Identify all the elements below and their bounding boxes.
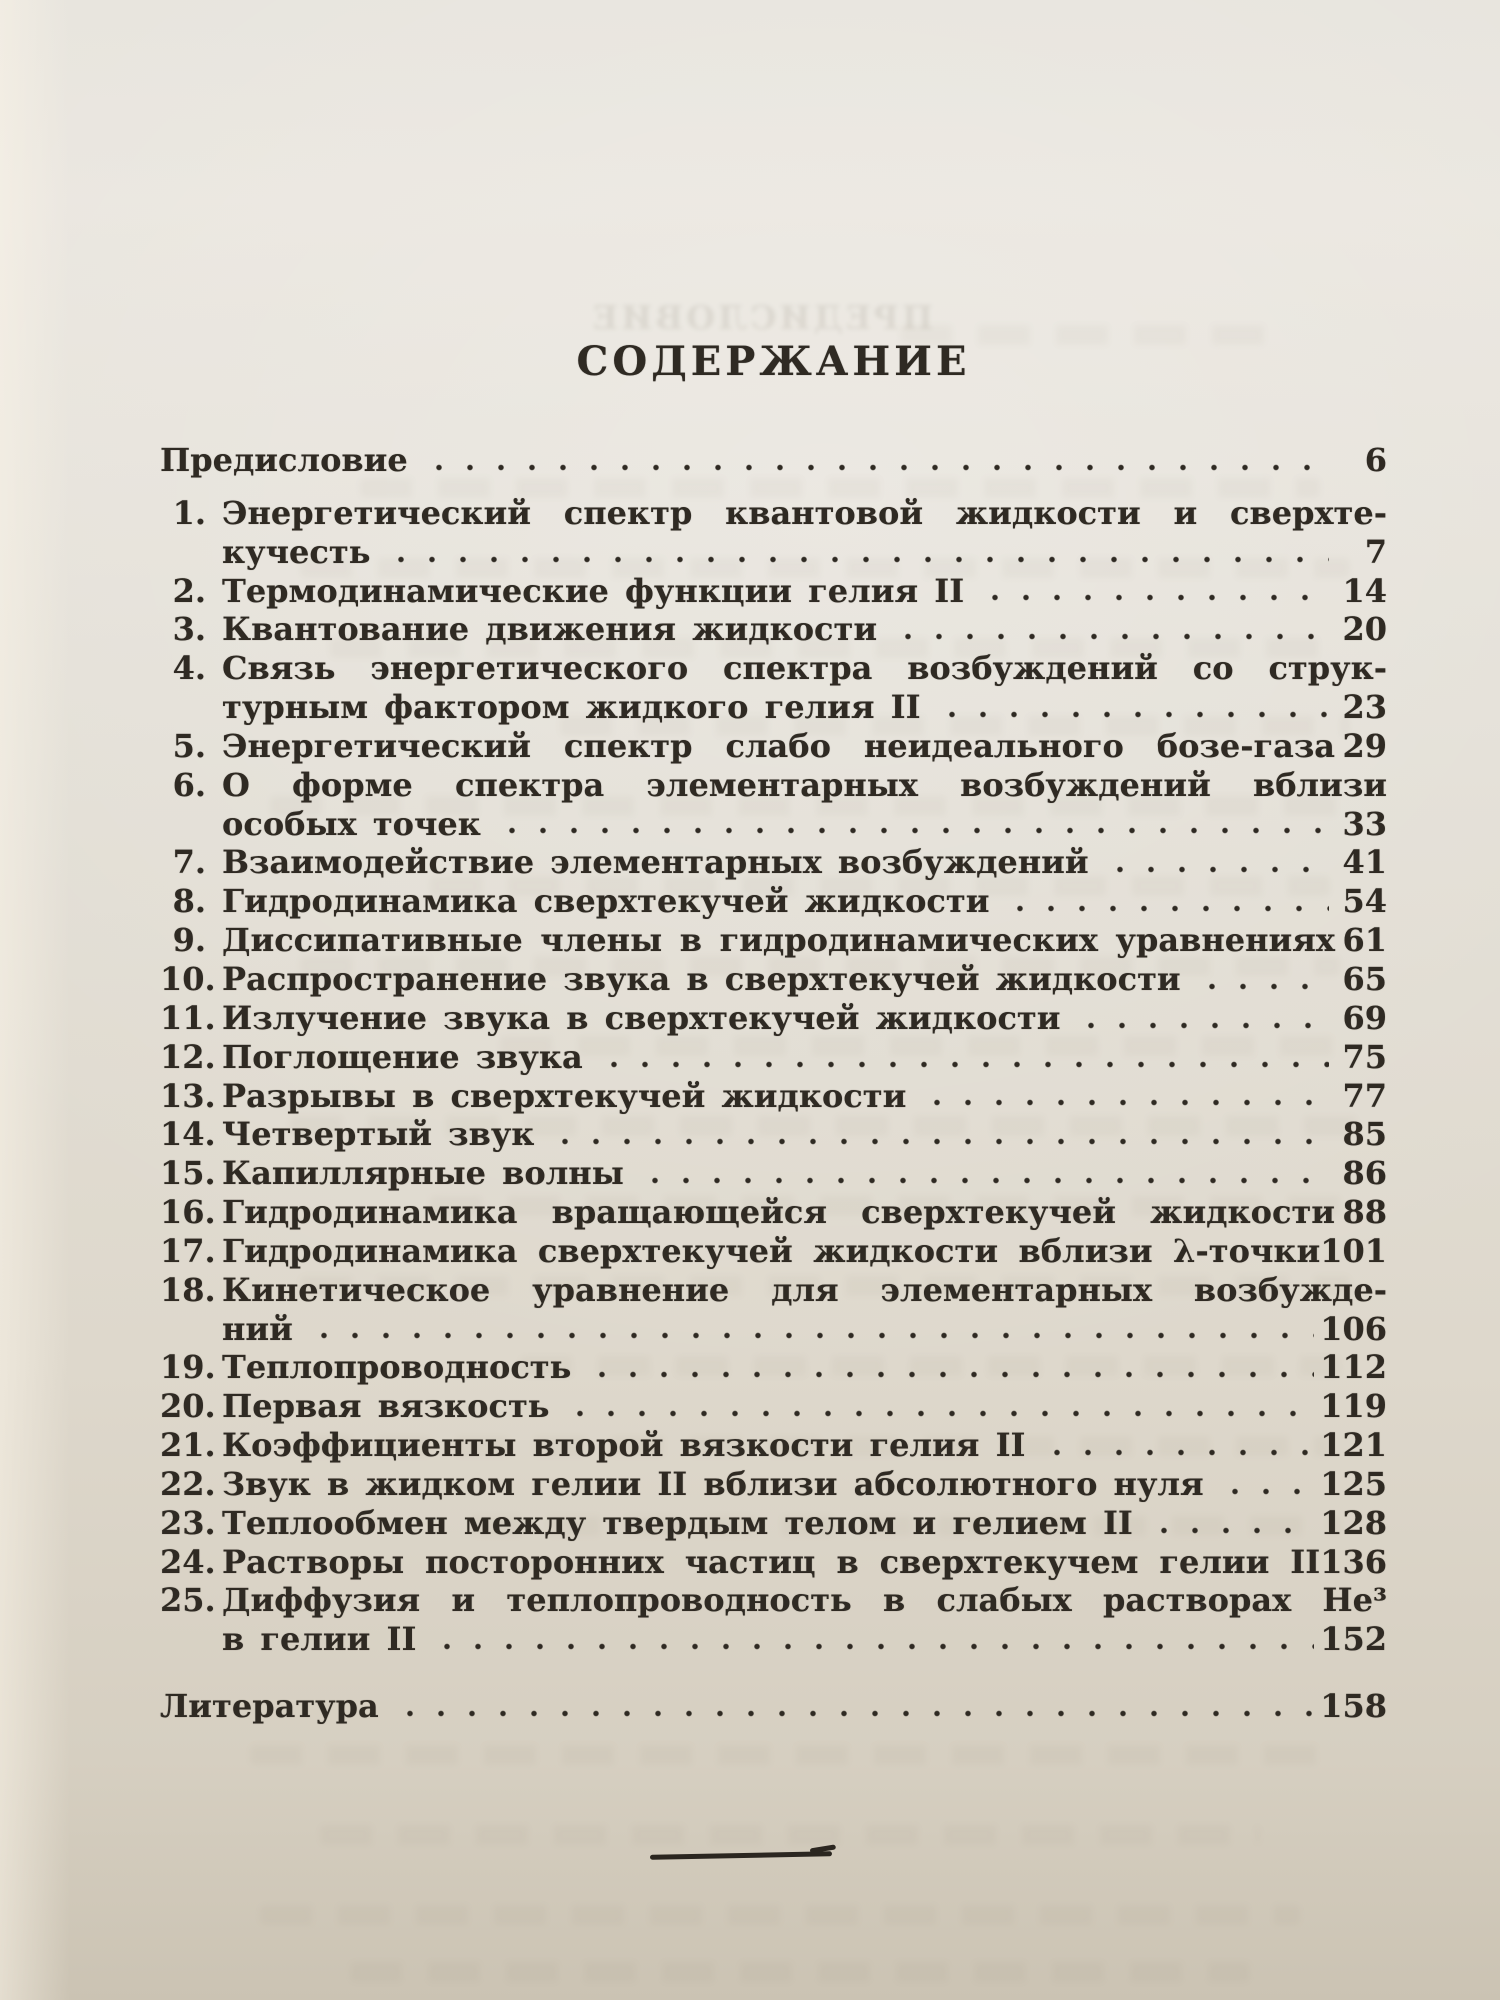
dot-leader xyxy=(1216,1465,1315,1504)
dot-leader xyxy=(636,1154,1329,1193)
dot-leader xyxy=(493,805,1329,844)
toc-row-page: 29 xyxy=(1342,726,1387,765)
toc-row-page: 61 xyxy=(1342,921,1387,960)
toc-row-page: 101 xyxy=(1320,1231,1387,1270)
toc-row-title: Гидродинамика сверхтекучей жидкости вблизи λ-точки xyxy=(222,1231,1321,1270)
dot-leader xyxy=(933,688,1329,727)
toc-row-title: кучесть xyxy=(222,532,371,571)
toc-row-title: Энергетический спектр слабо неидеального бозе-газа xyxy=(222,726,1335,765)
toc-row xyxy=(160,1581,1387,1620)
toc-row-title: Термодинамические функции гелия II xyxy=(222,571,965,610)
toc-row-title: Четвертый звук xyxy=(222,1115,535,1154)
bleedthrough-line xyxy=(320,1825,1260,1845)
toc-row-page: 54 xyxy=(1342,882,1387,921)
page-title: СОДЕРЖАНИЕ xyxy=(576,338,971,385)
toc-row-number: 8. xyxy=(172,882,206,921)
dot-leader xyxy=(1193,960,1329,999)
toc-row-number: 12. xyxy=(160,1037,216,1076)
dot-leader xyxy=(546,1115,1329,1154)
toc-row-title: Теплообмен между твердым телом и гелием II xyxy=(222,1503,1133,1542)
toc-row-title: Диссипативные члены в гидродинамических уравнениях xyxy=(222,921,1335,960)
dot-leader xyxy=(382,533,1329,572)
toc-row xyxy=(160,1426,1387,1465)
toc-row-page: 23 xyxy=(1342,688,1387,727)
toc-row-title: Взаимодействие элементарных возбуждений xyxy=(222,843,1089,882)
toc-row-page: 136 xyxy=(1320,1542,1387,1581)
toc-row-number: 9. xyxy=(172,921,206,960)
toc-list xyxy=(160,441,1387,1726)
dot-leader xyxy=(1001,882,1329,921)
toc-row-title: Капиллярные волны xyxy=(222,1154,624,1193)
toc-row-page: 6 xyxy=(1364,441,1387,479)
toc-row xyxy=(160,494,1387,533)
toc-row-title: Гидродинамика вращающейся сверхтекучей жидкости xyxy=(222,1193,1335,1232)
bleedthrough-line xyxy=(260,1905,1300,1925)
dot-leader xyxy=(1038,1426,1315,1465)
toc-row xyxy=(160,1620,1387,1659)
toc-row-title: Первая вязкость xyxy=(222,1387,550,1426)
toc-row-number: 1. xyxy=(172,493,206,532)
toc-row xyxy=(160,805,1387,844)
toc-row-page: 158 xyxy=(1320,1687,1387,1726)
toc-row-title: особых точек xyxy=(222,804,481,843)
toc-row-number: 24. xyxy=(160,1542,216,1581)
toc-row-number: 7. xyxy=(172,843,206,882)
toc-row-number: 22. xyxy=(160,1464,216,1503)
toc-row-page: 128 xyxy=(1320,1503,1387,1542)
toc-row-title: Теплопроводность xyxy=(222,1348,572,1387)
toc-row-title: Диффузия и теплопроводность в слабых растворах He³ xyxy=(222,1581,1387,1620)
toc-row xyxy=(160,1077,1387,1116)
toc-row xyxy=(160,766,1387,805)
toc-row-page: 41 xyxy=(1342,843,1387,882)
toc-row xyxy=(160,882,1387,921)
toc-row-page: 77 xyxy=(1342,1076,1387,1115)
toc-row-page: 125 xyxy=(1320,1464,1387,1503)
toc-row xyxy=(160,1465,1387,1504)
toc-row-page: 20 xyxy=(1342,610,1387,649)
toc-row-title: Поглощение звука xyxy=(222,1037,583,1076)
toc-row-title: Квантование движения жидкости xyxy=(222,610,878,649)
dot-leader xyxy=(305,1310,1314,1349)
toc-row-title: ний xyxy=(222,1309,293,1348)
dot-leader xyxy=(420,441,1329,480)
toc-row xyxy=(160,1348,1387,1387)
toc-row-title: Коэффициенты второй вязкости гелия II xyxy=(222,1426,1026,1465)
toc-row-title: Связь энергетического спектра возбуждений со струк- xyxy=(222,649,1387,688)
toc-row-number: 18. xyxy=(160,1270,216,1309)
toc-row-title: Энергетический спектр квантовой жидкости и сверхте- xyxy=(222,493,1387,532)
toc-row-title: Звук в жидком гелии II вблизи абсолютного нуля xyxy=(222,1464,1204,1503)
toc-row xyxy=(160,1543,1387,1582)
dot-leader xyxy=(976,572,1329,611)
dot-leader xyxy=(595,1038,1329,1077)
toc-row-page: 65 xyxy=(1342,959,1387,998)
toc-row xyxy=(160,1504,1387,1543)
toc-row-title: О форме спектра элементарных возбуждений вблизи xyxy=(222,765,1387,804)
toc-row xyxy=(160,441,1387,480)
toc-row xyxy=(160,727,1387,766)
dot-leader xyxy=(1072,999,1329,1038)
toc-row-title: Гидродинамика сверхтекучей жидкости xyxy=(222,882,990,921)
toc-row-page: 121 xyxy=(1320,1426,1387,1465)
dot-leader xyxy=(1101,843,1329,882)
bleedthrough-text: ПРЕДИСЛОВИЕ xyxy=(590,298,934,337)
toc-row xyxy=(160,1154,1387,1193)
toc-row-number: 20. xyxy=(160,1387,216,1426)
toc-row-page: 69 xyxy=(1342,998,1387,1037)
toc-row-page: 75 xyxy=(1342,1037,1387,1076)
toc-row-number: 21. xyxy=(160,1426,216,1465)
toc-row-number: 23. xyxy=(160,1503,216,1542)
toc-row-number: 2. xyxy=(172,571,206,610)
toc-row-number: 15. xyxy=(160,1154,216,1193)
toc-row xyxy=(160,572,1387,611)
toc-row-page: 33 xyxy=(1342,804,1387,843)
toc-row xyxy=(160,1193,1387,1232)
toc-row-page: 106 xyxy=(1320,1309,1387,1348)
toc-row-page: 152 xyxy=(1320,1620,1387,1659)
dot-leader xyxy=(889,610,1329,649)
toc-row xyxy=(160,688,1387,727)
toc-row xyxy=(160,533,1387,572)
toc-row xyxy=(160,649,1387,688)
toc-row xyxy=(160,921,1387,960)
toc-row-page: 85 xyxy=(1342,1115,1387,1154)
toc-row xyxy=(160,1310,1387,1349)
toc-row-number: 5. xyxy=(172,726,206,765)
toc-row xyxy=(160,1232,1387,1271)
toc-row-title: в гелии II xyxy=(222,1620,417,1659)
toc-row xyxy=(160,1115,1387,1154)
toc-row xyxy=(160,960,1387,999)
dot-leader xyxy=(918,1077,1329,1116)
dot-leader xyxy=(583,1348,1314,1387)
toc-row xyxy=(160,999,1387,1038)
toc-row-page: 14 xyxy=(1342,571,1387,610)
dot-leader xyxy=(561,1387,1314,1426)
toc-row-title: Предисловие xyxy=(160,441,408,479)
toc-row-number: 14. xyxy=(160,1115,216,1154)
toc-row xyxy=(160,1271,1387,1310)
toc-row-number: 25. xyxy=(160,1581,216,1620)
toc-row-number: 16. xyxy=(160,1193,216,1232)
dot-leader xyxy=(428,1620,1314,1659)
bleedthrough-line xyxy=(350,1962,1250,1982)
toc-row-number: 11. xyxy=(160,998,216,1037)
toc-row-number: 6. xyxy=(172,765,206,804)
toc-row-number: 4. xyxy=(172,649,206,688)
toc-row-title: Разрывы в сверхтекучей жидкости xyxy=(222,1076,907,1115)
toc-row-title: Литература xyxy=(160,1687,379,1726)
toc-row-title: Растворы посторонних частиц в сверхтекучем гелии II xyxy=(222,1542,1321,1581)
toc-row-page: 86 xyxy=(1342,1154,1387,1193)
toc-row-number: 13. xyxy=(160,1076,216,1115)
toc-row-title: турным фактором жидкого гелия II xyxy=(222,688,921,727)
toc-row-page: 119 xyxy=(1320,1387,1387,1426)
dot-leader xyxy=(391,1687,1314,1726)
toc-row-number: 19. xyxy=(160,1348,216,1387)
toc-row xyxy=(160,1038,1387,1077)
toc-row-page: 88 xyxy=(1342,1193,1387,1232)
bleedthrough-line xyxy=(250,1745,1340,1765)
toc-row-page: 7 xyxy=(1364,532,1387,571)
dot-leader xyxy=(1145,1504,1314,1543)
toc-row-title: Распространение звука в сверхтекучей жидкости xyxy=(222,959,1181,998)
toc-row-number: 17. xyxy=(160,1231,216,1270)
toc-row-title: Излучение звука в сверхтекучей жидкости xyxy=(222,998,1061,1037)
toc-row-page: 112 xyxy=(1320,1348,1387,1387)
toc-row-number: 10. xyxy=(160,959,216,998)
toc-row xyxy=(160,610,1387,649)
toc-row-number: 3. xyxy=(172,610,206,649)
toc-row xyxy=(160,1387,1387,1426)
toc-row xyxy=(160,1687,1387,1726)
toc-row-title: Кинетическое уравнение для элементарных возбужде- xyxy=(222,1270,1387,1309)
toc-row xyxy=(160,843,1387,882)
end-divider-line xyxy=(650,1851,832,1859)
